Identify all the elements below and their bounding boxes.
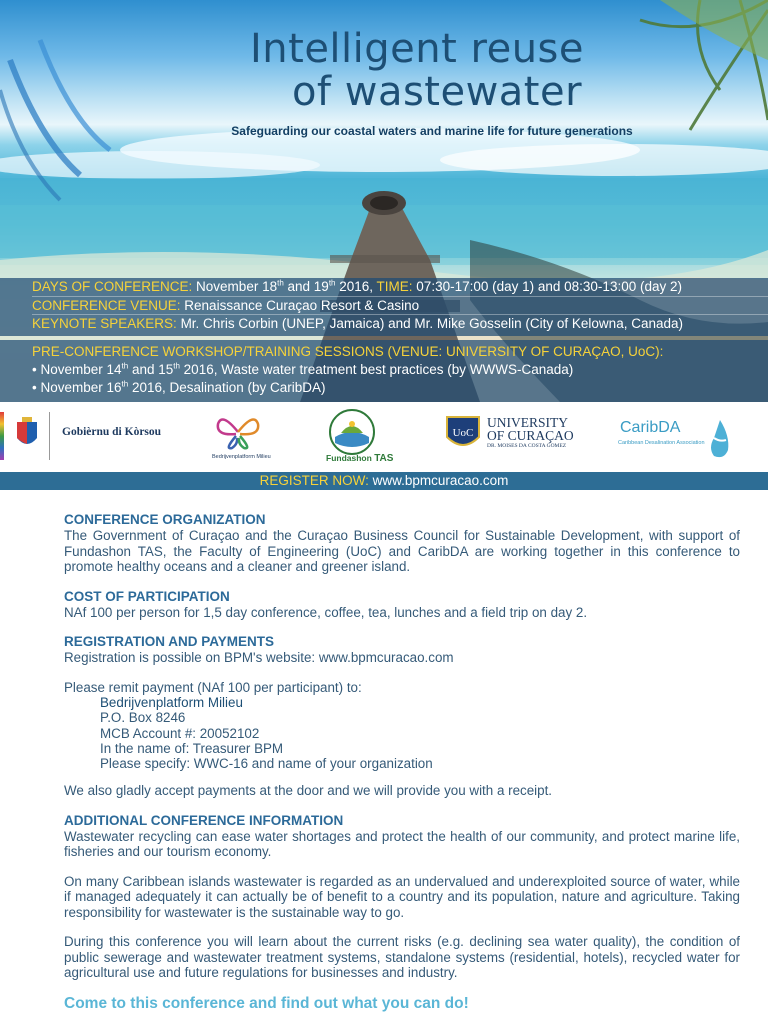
caribda-subtitle: Caribbean Desalination Association <box>618 440 705 446</box>
venue-row <box>32 297 768 316</box>
uoc-shield-icon <box>445 415 481 453</box>
call-to-action: Come to this conference and find out what you can do! <box>64 994 469 1012</box>
org-heading: CONFERENCE ORGANIZATION <box>64 512 266 527</box>
address-account-holder: In the name of: Treasurer BPM <box>100 740 284 756</box>
workshop-band <box>0 340 768 402</box>
address-po-box: P.O. Box 8246 <box>100 710 186 726</box>
tas-emblem-icon <box>327 409 377 455</box>
venue-value: Renaissance Curaçao Resort & Casino <box>184 297 420 313</box>
gobiernu-logo: Gobièrnu di Kòrsou <box>62 426 162 438</box>
bpm-caption: Bedrijvenplatform Milieu <box>212 454 271 460</box>
address-account: MCB Account #: 20052102 <box>100 725 260 741</box>
additional-info-p3: During this conference you will learn about the current risks (e.g. declining sea water quality), the condition of public sewerage and wastewater treatment systems, standalone systems (residential, hotels), recycled water for agricultural use and future regulations for businesses and industry. <box>64 934 740 981</box>
venue-label: CONFERENCE VENUE: <box>32 297 181 313</box>
register-label: REGISTER NOW: <box>259 473 369 488</box>
remit-text: Please remit payment (NAf 100 per participant) to: <box>64 679 362 695</box>
org-text: The Government of Curaçao and the Curaçao Business Council for Sustainable Development, with support of Fundashon TAS, the Faculty of Engineering (UoC) and CaribDA are working together in this conference to promote healthy oceans and a cleaner and greener island. <box>64 528 740 574</box>
door-payment-text: We also gladly accept payments at the door and we will provide you with a receipt. <box>64 783 553 799</box>
caribda-logo: CaribDA <box>620 419 681 436</box>
sponsor-logos <box>0 402 768 472</box>
speakers-value: Mr. Chris Corbin (UNEP, Jamaica) and Mr. Mike Gosselin (City of Kelowna, Canada) <box>180 316 683 331</box>
conference-details-band <box>0 278 768 336</box>
svg-text:UoC: UoC <box>452 427 474 439</box>
additional-info-p2: On many Caribbean islands wastewater is regarded as an undervalued and underexploited source of water, while if managed adequately it can actually be of benefit to a country and its population, nature and agriculture. Taking responsibility for wastewater is the sustainable way to go. <box>64 873 740 920</box>
workshop-label: PRE-CONFERENCE WORKSHOP/TRAINING SESSIONS (VENUE: UNIVERSITY OF CURAÇAO, UoC): <box>32 344 664 359</box>
cost-heading: COST OF PARTICIPATION <box>64 588 230 604</box>
address-name: Bedrijvenplatform Milieu <box>100 695 243 710</box>
address-reference: Please specify: WWC-16 and name of your organization <box>100 756 433 772</box>
hero-title-line1: Intelligent reuse <box>249 26 584 72</box>
payment-address <box>64 695 740 771</box>
register-bar <box>0 472 768 490</box>
workshop-item-2: • November 16th 2016, Desalination (by CaribDA) <box>32 379 326 395</box>
hero-title-line2: of wastewater <box>291 69 583 115</box>
cost-text: NAf 100 per person for 1,5 day conference, coffee, tea, lunches and a field trip on day 2. <box>64 604 588 620</box>
registration-text: Registration is possible on BPM's website: www.bpmcuracao.com <box>64 650 454 665</box>
registration-heading: REGISTRATION AND PAYMENTS <box>64 634 275 649</box>
days-row <box>32 278 768 297</box>
days-label: DAYS OF CONFERENCE: <box>32 279 193 294</box>
speakers-row <box>32 315 768 334</box>
time-value: 07:30-17:00 (day 1) and 08:30-13:00 (day 2) <box>416 279 682 294</box>
speakers-label: KEYNOTE SPEAKERS: <box>32 316 177 331</box>
uoc-name: UNIVERSITY OF CURAÇAO DR. MOISES DA COSTA GOMEZ <box>487 415 574 449</box>
coat-of-arms-icon <box>14 416 40 452</box>
color-stripe <box>0 412 4 460</box>
logo-divider <box>49 412 50 460</box>
main-content <box>64 512 740 1013</box>
workshop-item-1: • November 14th and 15th 2016, Waste water treatment best practices (by WWWS-Canada) <box>32 361 574 377</box>
hero-subtitle: Safeguarding our coastal waters and marine life for future generations <box>231 124 633 138</box>
butterfly-icon <box>214 410 262 452</box>
hero-banner <box>0 0 768 402</box>
tas-name: Fundashon TAS <box>326 453 394 464</box>
water-drop-icon <box>708 418 732 462</box>
additional-info-heading: ADDITIONAL CONFERENCE INFORMATION <box>64 812 344 828</box>
register-link[interactable]: www.bpmcuracao.com <box>372 473 509 488</box>
days-value: November 18th and 19th 2016, <box>196 278 377 294</box>
additional-info-p1: Wastewater recycling can ease water shortages and protect the health of our community, and protect marine life, fisheries and our tourism economy. <box>64 828 740 860</box>
time-label: TIME: <box>376 279 413 294</box>
